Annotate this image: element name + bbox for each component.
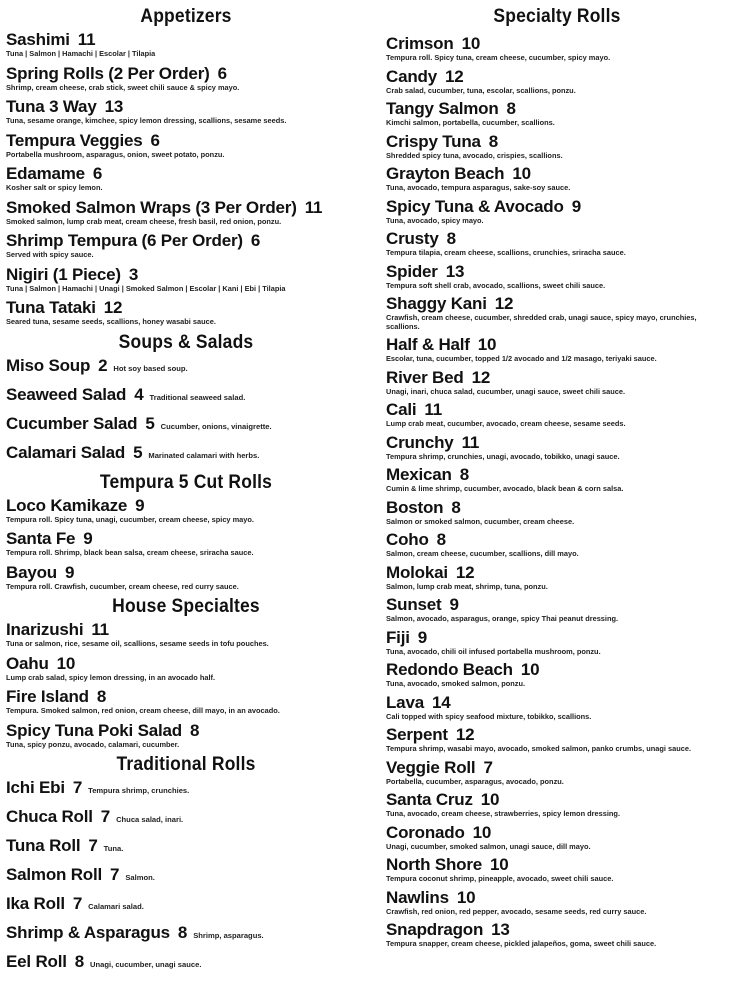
menu-item-name: Edamame	[6, 164, 85, 183]
menu-item-price: 10	[56, 653, 76, 673]
menu-item-description: Calamari salad.	[88, 902, 144, 911]
menu-item-description: Shrimp, asparagus.	[193, 931, 264, 940]
menu-item-name: Coho	[386, 530, 429, 549]
menu-item	[6, 265, 366, 294]
menu-item-description: Escolar, tuna, cucumber, topped 1/2 avocado and 1/2 masago, teriyaki sauce.	[386, 354, 657, 363]
menu-item-name: Tuna 3 Way	[6, 97, 97, 116]
menu-item-header	[386, 433, 728, 453]
menu-item-description: Cucumber, onions, vinaigrette.	[160, 421, 272, 431]
menu-item-description: Tempura shrimp, wasabi mayo, avocado, smoked salmon, panko crumbs, unagi sauce.	[386, 744, 692, 753]
menu-item-name: Inarizushi	[6, 620, 84, 639]
menu-item	[6, 952, 366, 976]
menu-item	[6, 496, 366, 525]
menu-item	[386, 758, 728, 787]
menu-item-name: Serpent	[386, 725, 448, 744]
menu-item-price: 6	[217, 63, 227, 83]
menu-item-name: Grayton Beach	[386, 164, 505, 183]
menu-item-price: 10	[490, 855, 509, 874]
menu-item	[6, 654, 366, 683]
menu-item-description: Tuna, avocado, smoked salmon, ponzu.	[386, 679, 526, 688]
menu-item-name: Veggie Roll	[386, 757, 476, 777]
menu-item-description: Portabella mushroom, asparagus, onion, sweet potato, ponzu.	[6, 149, 225, 159]
menu-item-description: Unagi, cucumber, unagi sauce.	[90, 960, 202, 969]
menu-item-price: 5	[133, 442, 143, 462]
menu-item-name: Tempura Veggies	[6, 130, 143, 150]
menu-item-description: Crab salad, cucumber, tuna, escolar, scallions, ponzu.	[386, 85, 576, 95]
menu-item-name: Snapdragon	[386, 920, 484, 939]
menu-item-price: 11	[91, 620, 109, 639]
menu-item-price: 8	[189, 720, 200, 740]
menu-item-price: 8	[74, 952, 85, 971]
menu-item-description: Tempura soft shell crab, avocado, scallions, sweet chili sauce.	[386, 280, 606, 290]
menu-item-price: 10	[477, 335, 497, 354]
menu-item-description: Kimchi salmon, portabella, cucumber, scallions.	[386, 118, 555, 127]
menu-item	[386, 725, 728, 754]
menu-item-header	[386, 855, 728, 875]
menu-item-description: Salmon, cream cheese, cucumber, scallions, dill mayo.	[386, 549, 579, 558]
menu-item-header	[6, 952, 366, 976]
menu-item-description: Tempura. Smoked salmon, red onion, cream cheese, dill mayo, in an avocado.	[6, 706, 280, 715]
menu-item-header	[386, 888, 728, 908]
menu-item-price: 9	[64, 562, 75, 582]
menu-item	[6, 865, 366, 889]
menu-item-name: Candy	[386, 66, 437, 86]
menu-item-header	[6, 198, 366, 218]
section-title: Tempura 5 Cut Rolls	[99, 471, 273, 493]
menu-item-name: Fiji	[386, 627, 410, 647]
menu-item-header	[6, 265, 366, 285]
menu-item-name: Spicy Tuna Poki Salad	[6, 720, 182, 740]
menu-item-price: 8	[177, 923, 188, 942]
menu-item	[6, 894, 366, 918]
menu-item	[386, 229, 728, 258]
menu-item-price: 6	[250, 231, 261, 250]
menu-item-description: Salmon, avocado, asparagus, orange, spicy Thai peanut dressing.	[386, 614, 619, 623]
menu-item-price: 7	[100, 807, 111, 826]
menu-item	[6, 298, 366, 327]
menu-item-price: 14	[431, 692, 451, 712]
menu-item-price: 12	[494, 294, 514, 313]
menu-item	[6, 131, 366, 160]
menu-item-price: 8	[459, 465, 469, 484]
menu-item-price: 7	[72, 778, 83, 797]
menu-item	[6, 97, 366, 126]
menu-item-header	[6, 298, 366, 318]
menu-item-price: 9	[417, 627, 428, 647]
menu-item	[386, 368, 728, 397]
menu-item	[386, 197, 728, 226]
menu-item-header	[6, 356, 366, 380]
menu-item-name: Cali	[386, 400, 417, 419]
menu-item-price: 12	[471, 367, 491, 387]
menu-item	[6, 807, 366, 831]
menu-item-price: 8	[488, 131, 499, 151]
menu-item	[6, 385, 366, 409]
menu-item-price: 8	[436, 530, 446, 549]
section-traditional-rolls	[6, 754, 366, 976]
section-appetizers	[6, 6, 366, 327]
menu-item	[6, 836, 366, 860]
menu-item-price: 12	[103, 298, 123, 317]
menu-item-header	[6, 30, 366, 50]
menu-item-header	[6, 414, 366, 438]
menu-item-name: Tangy Salmon	[386, 99, 499, 118]
menu-item	[386, 400, 728, 429]
menu-item-price: 10	[472, 822, 492, 842]
menu-item-header	[6, 443, 366, 467]
menu-item-price: 13	[491, 920, 510, 939]
menu-item-header	[386, 823, 728, 843]
menu-item-price: 13	[104, 97, 124, 116]
section-title: House Specialtes	[112, 596, 260, 617]
menu-item-name: Crunchy	[386, 432, 454, 452]
menu-item-price: 12	[455, 562, 475, 582]
menu-item	[386, 855, 728, 884]
menu-item-price: 3	[128, 264, 139, 284]
menu-item-price: 11	[424, 400, 442, 419]
menu-item-price: 7	[110, 865, 120, 884]
menu-item-description: Tempura coconut shrimp, pineapple, avocado, sweet chili sauce.	[386, 874, 614, 883]
menu-item	[6, 198, 366, 227]
menu-item	[386, 164, 728, 193]
menu-item-name: Shaggy Kani	[386, 294, 487, 313]
menu-item-description: Tempura roll. Shrimp, black bean salsa, cream cheese, sriracha sauce.	[6, 548, 254, 557]
menu-item	[6, 356, 366, 380]
section-title: Traditional Rolls	[116, 754, 256, 775]
section-title: Soups & Salads	[118, 331, 254, 353]
menu-item-price: 9	[135, 495, 145, 515]
menu-item-header	[386, 197, 728, 217]
menu-item-description: Seared tuna, sesame seeds, scallions, honey wasabi sauce.	[6, 317, 216, 326]
menu-item-description: Tempura roll. Spicy tuna, cream cheese, cucumber, spicy mayo.	[386, 53, 611, 62]
menu-item-description: Tuna, avocado, chili oil infused portabella mushroom, ponzu.	[386, 646, 601, 656]
menu-item	[6, 529, 366, 558]
menu-item	[386, 920, 728, 949]
menu-item-header	[6, 687, 366, 707]
menu-item-description: Kosher salt or spicy lemon.	[6, 183, 103, 192]
menu-item-name: Eel Roll	[6, 952, 67, 971]
menu-item-header	[386, 465, 728, 485]
menu-item-name: Calamari Salad	[6, 442, 126, 462]
menu-item-header	[386, 660, 728, 680]
menu-item-description: Tuna, avocado, spicy mayo.	[386, 215, 484, 225]
menu-item-name: Nawlins	[386, 887, 449, 907]
menu-item-price: 2	[98, 355, 108, 375]
menu-item-description: Tuna | Salmon | Hamachi | Escolar | Tilapia	[6, 49, 156, 58]
menu-item-name: Ichi Ebi	[6, 778, 65, 797]
menu-item-price: 10	[456, 887, 476, 907]
menu-item	[386, 823, 728, 852]
menu-item-price: 13	[445, 261, 465, 281]
menu-item-description: Lump crab meat, cucumber, avocado, cream cheese, sesame seeds.	[386, 419, 626, 428]
menu-item-header	[6, 97, 366, 117]
menu-item-price: 10	[461, 34, 481, 53]
menu-item-price: 8	[446, 229, 456, 248]
menu-item-description: Tuna, spicy ponzu, avocado, calamari, cucumber.	[6, 739, 180, 749]
menu-item-description: Tuna, avocado, tempura asparagus, sake-soy sauce.	[386, 183, 571, 192]
menu-item-header	[386, 99, 728, 119]
menu-item	[6, 923, 366, 947]
menu-item-description: Crawfish, red onion, red pepper, avocado, sesame seeds, red curry sauce.	[386, 906, 647, 916]
menu-item	[6, 443, 366, 467]
menu-item-name: Mexican	[386, 465, 452, 484]
menu-item-price: 7	[72, 894, 83, 913]
menu-item-name: Coronado	[386, 822, 465, 842]
menu-item-header	[6, 64, 366, 84]
menu-item-description: Tuna.	[103, 844, 124, 853]
menu-item-name: Loco Kamikaze	[6, 495, 128, 515]
menu-item-name: Molokai	[386, 562, 448, 582]
menu-item-header	[6, 807, 366, 831]
menu-item-name: Spring Rolls (2 Per Order)	[6, 63, 210, 83]
menu-item	[386, 67, 728, 96]
menu-item-price: 4	[134, 384, 144, 404]
menu-item-price: 11	[304, 197, 323, 217]
menu-item-description: Tempura snapper, cream cheese, pickled jalapeños, goma, sweet chili sauce.	[386, 939, 657, 948]
section-title: Appetizers	[140, 6, 232, 27]
menu-item-price: 10	[512, 164, 531, 183]
menu-item-header	[386, 400, 728, 420]
menu-item-description: Smoked salmon, lump crab meat, cream cheese, fresh basil, red onion, ponzu.	[6, 216, 282, 226]
menu-item-header	[386, 693, 728, 713]
menu-item-header	[386, 132, 728, 152]
menu-item	[386, 465, 728, 494]
menu-item	[6, 64, 366, 93]
menu-item	[386, 595, 728, 624]
menu-item-header	[6, 865, 366, 889]
menu-item	[6, 778, 366, 802]
menu-item-description: Lump crab salad, spicy lemon dressing, in an avocado half.	[6, 672, 216, 682]
menu-item-description: Marinated calamari with herbs.	[148, 450, 260, 460]
section-soups-salads	[6, 332, 366, 467]
menu-item-name: Sashimi	[6, 30, 70, 49]
menu-item-header	[6, 778, 366, 802]
menu-item-name: Santa Fe	[6, 529, 76, 548]
menu-item-name: Boston	[386, 497, 444, 517]
menu-item-name: Salmon Roll	[6, 865, 103, 884]
menu-item-name: Shrimp & Asparagus	[6, 923, 170, 942]
menu-item-name: Ika Roll	[6, 894, 65, 913]
menu-item	[386, 563, 728, 592]
menu-item	[6, 231, 366, 260]
menu-item	[6, 721, 366, 750]
menu-item-name: North Shore	[386, 855, 483, 874]
menu-item	[386, 335, 728, 364]
menu-item-header	[6, 654, 366, 674]
menu-item-description: Tuna, sesame orange, kimchee, spicy lemon dressing, scallions, sesame seeds.	[6, 116, 287, 125]
menu-item-header	[386, 164, 728, 184]
left-column	[6, 6, 366, 981]
menu-item-header	[386, 725, 728, 745]
menu-item-price: 8	[451, 497, 461, 517]
menu-item	[386, 628, 728, 657]
menu-item-header	[386, 920, 728, 940]
menu-item	[386, 660, 728, 689]
menu-item-description: Tempura tilapia, cream cheese, scallions, crunchies, sriracha sauce.	[386, 248, 626, 257]
menu-item	[386, 530, 728, 559]
menu-item-price: 11	[77, 30, 96, 49]
menu-item-description: Salmon or smoked salmon, cucumber, cream cheese.	[386, 516, 575, 526]
menu-item-header	[6, 496, 366, 516]
menu-item-description: Salmon.	[125, 873, 155, 882]
menu-item-price: 8	[506, 99, 516, 118]
menu-item-header	[6, 231, 366, 251]
menu-item-price: 11	[461, 432, 480, 452]
menu-item-header	[386, 530, 728, 550]
menu-item-description: Tempura roll. Crawfish, cucumber, cream cheese, red curry sauce.	[6, 581, 239, 591]
menu-item-description: Tempura roll. Spicy tuna, unagi, cucumber, cream cheese, spicy mayo.	[6, 514, 254, 524]
menu-item-description: Tuna | Salmon | Hamachi | Unagi | Smoked Salmon | Escolar | Kani | Ebi | Tilapia	[6, 283, 286, 293]
menu-item-header	[6, 894, 366, 918]
menu-item-description: Salmon, lump crab meat, shrimp, tuna, ponzu.	[386, 581, 548, 591]
menu-item	[6, 30, 366, 59]
menu-item	[386, 294, 728, 331]
menu-item-name: Half & Half	[386, 335, 470, 354]
menu-item-description: Unagi, inari, chuca salad, cucumber, unagi sauce, sweet chili sauce.	[386, 386, 626, 396]
menu-item-name: Crispy Tuna	[386, 131, 481, 151]
menu-item	[386, 99, 728, 128]
menu-item-price: 9	[571, 196, 581, 216]
menu-item-header	[386, 758, 728, 778]
menu-item-name: Tuna Roll	[6, 836, 81, 855]
menu-item-header	[386, 294, 728, 314]
menu-item-header	[386, 368, 728, 388]
menu-item	[386, 693, 728, 722]
menu-item-header	[386, 498, 728, 518]
menu-item-description: Served with spicy sauce.	[6, 250, 94, 259]
menu-item-name: River Bed	[386, 367, 464, 387]
menu-item-price: 5	[145, 413, 155, 433]
menu-item-name: Chuca Roll	[6, 807, 93, 826]
menu-item-name: Cucumber Salad	[6, 413, 138, 433]
menu-item-header	[6, 131, 366, 151]
menu-item-description: Traditional seaweed salad.	[149, 392, 246, 402]
menu-item-name: Shrimp Tempura (6 Per Order)	[6, 231, 243, 250]
section-house-specialties	[6, 596, 366, 749]
menu-item-name: Fire Island	[6, 687, 89, 706]
menu-item	[386, 790, 728, 819]
menu-item	[386, 262, 728, 291]
menu-item	[6, 687, 366, 716]
menu-item-price: 10	[480, 790, 500, 809]
menu-item	[6, 414, 366, 438]
menu-item-header	[6, 563, 366, 583]
menu-item-description: Tempura shrimp, crunchies, unagi, avocado, tobikko, unagi sauce.	[386, 451, 620, 461]
menu-item-name: Lava	[386, 692, 424, 712]
section-tempura-rolls	[6, 472, 366, 592]
menu-item-header	[386, 34, 728, 54]
menu-item-header	[6, 164, 366, 184]
menu-item-price: 9	[449, 595, 459, 614]
menu-item-header	[386, 67, 728, 87]
menu-item-name: Nigiri (1 Piece)	[6, 264, 121, 284]
menu-item-description: Hot soy based soup.	[113, 363, 188, 373]
menu-item-description: Shrimp, cream cheese, crab stick, sweet chili sauce & spicy mayo.	[6, 82, 240, 92]
menu-item-description: Tempura shrimp, crunchies.	[88, 786, 190, 795]
menu-item-name: Tuna Tataki	[6, 298, 96, 317]
section-title: Specialty Rolls	[493, 6, 621, 27]
menu-item-price: 9	[83, 529, 93, 548]
menu-item-header	[386, 262, 728, 282]
menu-item-description: Shredded spicy tuna, avocado, crispies, scallions.	[386, 150, 563, 160]
menu-item-name: Santa Cruz	[386, 790, 473, 809]
menu-item-header	[6, 620, 366, 640]
menu-item-description: Tuna, avocado, cream cheese, strawberries, spicy lemon dressing.	[386, 809, 620, 818]
menu-item-price: 12	[455, 725, 475, 744]
menu-item-name: Miso Soup	[6, 355, 91, 375]
menu-item-description: Portabella, cucumber, asparagus, avocado, ponzu.	[386, 776, 564, 786]
menu-item-price: 12	[444, 66, 464, 86]
menu-item-header	[6, 923, 366, 947]
menu-item-name: Oahu	[6, 653, 49, 673]
menu-item-header	[386, 628, 728, 648]
menu-item	[386, 888, 728, 917]
menu-item-name: Seaweed Salad	[6, 384, 127, 404]
menu-item-price: 8	[96, 687, 107, 706]
menu-item-name: Smoked Salmon Wraps (3 Per Order)	[6, 197, 297, 217]
menu-item-description: Unagi, cucumber, smoked salmon, unagi sauce, dill mayo.	[386, 841, 591, 851]
menu-item-description: Crawfish, cream cheese, cucumber, shredded crab, unagi sauce, spicy mayo, crunchies, scallions.	[386, 313, 697, 331]
menu-item-header	[6, 385, 366, 409]
menu-item-description: Cali topped with spicy seafood mixture, tobikko, scallions.	[386, 711, 592, 721]
menu-item	[386, 34, 728, 63]
menu-item-price: 6	[150, 130, 160, 150]
menu-item	[386, 433, 728, 462]
menu-item	[386, 132, 728, 161]
menu-item-name: Spicy Tuna & Avocado	[386, 196, 564, 216]
menu-item-description: Tuna or salmon, rice, sesame oil, scallions, sesame seeds in tofu pouches.	[6, 639, 269, 648]
menu-item-name: Bayou	[6, 562, 57, 582]
menu-item-name: Crusty	[386, 229, 439, 248]
menu-item-header	[6, 721, 366, 741]
menu-item-header	[6, 836, 366, 860]
menu-item-header	[386, 229, 728, 249]
menu-item-description: Chuca salad, inari.	[116, 815, 184, 824]
menu-item-price: 7	[88, 836, 98, 855]
menu-item-price: 6	[92, 164, 103, 183]
menu-item	[6, 620, 366, 649]
menu-item	[6, 164, 366, 193]
menu-item-name: Redondo Beach	[386, 660, 513, 679]
menu-item-price: 7	[483, 757, 493, 777]
menu-item-header	[386, 563, 728, 583]
menu-item	[386, 498, 728, 527]
menu-item-header	[386, 595, 728, 615]
menu-item-price: 10	[520, 660, 540, 679]
menu-item-name: Spider	[386, 261, 438, 281]
menu-item-description: Cumin & lime shrimp, cucumber, avocado, black bean & corn salsa.	[386, 484, 624, 493]
menu-item-name: Sunset	[386, 595, 442, 614]
right-column	[386, 6, 728, 953]
menu-item-header	[386, 790, 728, 810]
menu-item-header	[6, 529, 366, 549]
section-specialty-rolls	[386, 6, 728, 949]
menu-item	[6, 563, 366, 592]
menu-item-header	[386, 335, 728, 355]
menu-item-name: Crimson	[386, 34, 454, 53]
